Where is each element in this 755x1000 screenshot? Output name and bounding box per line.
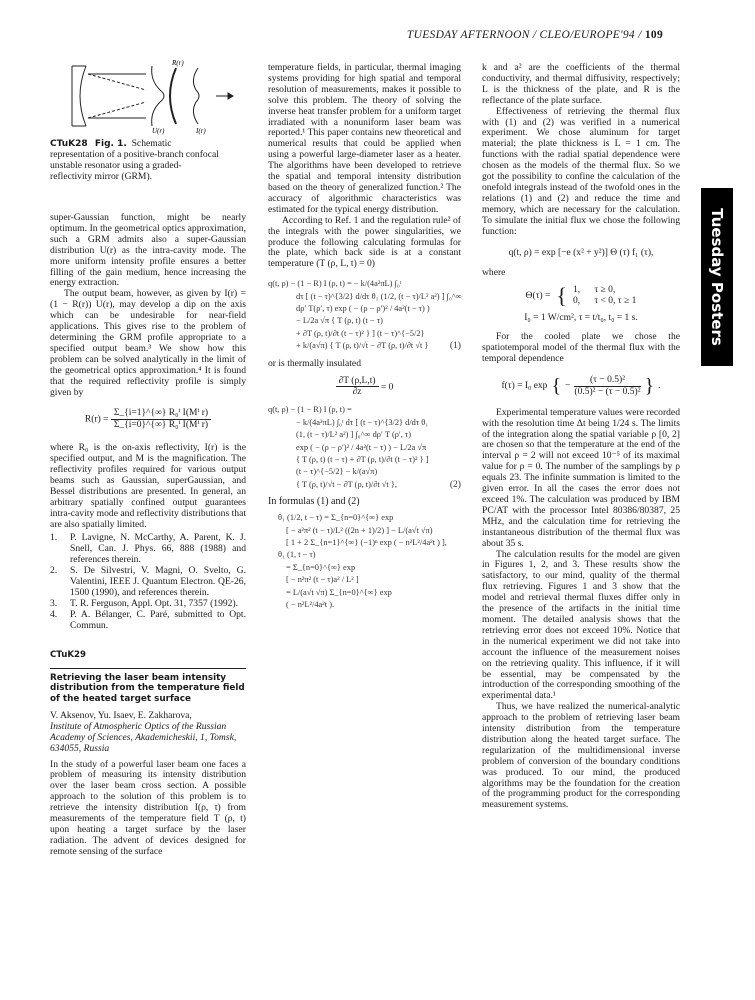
equation-2-number: (2)	[449, 478, 461, 490]
reference-item: 1. P. Lavigne, N. McCarthy, A. Parent, K. J. Snell, Can. J. Phys. 66, 888 (1988) and references therein.	[50, 532, 246, 566]
reference-item: 3. T. R. Ferguson, Appl. Opt. 31, 7357 (1992).	[50, 597, 239, 609]
insulated-text: or is thermally insulated	[268, 357, 361, 369]
caption-text: Schematic representation of a positive-branch confocal unstable resonator using a graded-reflectivity mirror (GRM).	[50, 138, 219, 182]
abstract-affiliation: Institute of Atmospheric Optics of the Russian Academy of Sciences, Akademicheskii, 1, Tomsk, 634055, Russia	[50, 720, 237, 754]
col3-paragraph-1: k and a² are the coefficients of the thermal conductivity, and thermal diffusivity, respectively; L is the thickness of the plate, and R is the reflectance of the plate surface.	[482, 62, 680, 106]
ctuk28-paragraph-3: where R₀ is the on-axis reflectivity, I(r) is the specified output, and M is the magnification. The reflectivity profiles required for various output beams such as Gaussian, superGaussian, and Bessel distributions are presented. In general, an arbitrary spatially confined output guarantees intra-cavity mode and reflectivity distributions that are also spatially limited.	[50, 442, 246, 530]
col3-paragraph-5: The calculation results for the model are given in Figures 1, 2, and 3. These results show the satisfactory, to our mind, quality of the thermal flux retrieving. Figures 1 and 3 show that the model and retrieval thermal fluxes differ only in the presence of the artifacts in the initial time moment. The detailed analysis shows that the retrieving error does not exceed 10%. Notice that in the numerical experiment we did not take into account the influence of the measurement noises on the retrieving quality. This influence, if it will be essential, may be compensated by the introduction of the corresponding smoothing of the experimental data.¹	[482, 548, 680, 702]
where-text: where	[482, 267, 506, 279]
ctuk28-paragraph-2: The output beam, however, as given by I(r) = (1 − R(r)) U(r), may develop a dip on the axis which can be undesirable for near-field applications. This gives rise to the problem of determining the GRM profile appropriate to a specified output beam.³ We show how this problem can be solved analytically in the limit of the geometrical optics approximation.⁴ It is found that the required reflectivity profile is simply given by	[50, 288, 246, 398]
equation-fraction	[111, 408, 211, 431]
col3-paragraph-4: Experimental temperature values were recorded with the resolution time Δt being 1/24 s. The limits of the integration along the spatial variable ρ [0, 2] are chosen so that the temperature at the end of the interval ρ = 2 will not exceed 10⁻⁵ of its maximal value for ρ = 0. The number of the samplings by ρ equals 23. The infinite summation is limited to the given error. In all the cases the error does not exceed 1%. The calculation was produced by IBM PC/AT with the processor Intel 80386/80387, 25 MHz, and the calculation time for retrieving the instantaneous distribution of the thermal flux was about 35 s.	[482, 406, 680, 549]
col3-paragraph-2: Effectiveness of retrieving the thermal flux with (1) and (2) was verified in a numerical experiment. We chose aluminum for target material; the plate thickness is L = 1 cm. The functions with the radial spatial dependence were chosen as the models of the thermal flux. So we got the possibility to confine the calculation of the onefold integrals instead of the twofold ones in the relations (1) and (2) and reduce the time and memory, which are necessary for the calculation. To simulate the initial flux we chose the following function:	[482, 105, 680, 237]
in-formulas-text: In formulas (1) and (2)	[268, 496, 360, 508]
caption-code: CTuK28	[50, 139, 88, 149]
page-number: 109	[644, 29, 663, 41]
reference-list	[50, 533, 246, 631]
q-function-equation: q(t, ρ) = exp [−e (x² + y²)] Θ (τ) f₁ (τ),	[508, 247, 654, 258]
insulated-equation: $\frac{\partial T (\rho,L,t)}{\partial z}$ = 0	[268, 376, 461, 399]
col3-paragraph-6: Thus, we have realized the numerical-analytic approach to the problem of retrieving laser beam intensity distribution from the temperature distribution along the heated target surface. The regularization of the multidimensional inverse problem of conversion of the boundary conditions was produced. To our mind, the produced algorithms may be the foundation for the creation of the programming product for the corresponding measurement systems.	[482, 701, 680, 811]
theta-case-definition: Θ(τ) = { 1, τ ≥ 0, 0, τ < 0, τ ≥ 1	[525, 283, 637, 309]
output-label: I(r)	[196, 127, 206, 135]
equation-denominator: Σ_{i=0}^{∞} R₀ⁱ I(Mⁱ r)	[113, 420, 209, 431]
column-2	[268, 63, 461, 611]
ctuk29-paragraph-1: In the study of a powerful laser beam one faces a problem of measuring its intensity distribution over the laser beam cross section. A possible approach to the solution of this problem is to retrieve the intensity distribution I(ρ, t) from measurements of the temperature field T (ρ, t) upon heating a target surface by the laser radiation. The advent of devices designed for remote sensing of the surface	[50, 758, 246, 857]
section-rule	[50, 668, 246, 669]
theta-definitions: θ₁ (1/2, t − τ) = Σ_{n=0}^{∞} exp [ − a²π² (t − τ)/L² ((2n + 1)/2) ] − L/(a√t √π) [ 1 + 2 Σ_{n=1}^{∞} (−1)ⁿ exp ( − n²L²/4a²t ) ], θ₁ (1, t − τ) = Σ_{n=0}^{∞} exp [ − n²π² (t − τ)a² / L² ] = L/(a√t √π) Σ_{n=0}^{∞} exp ( − n²L²/4a²t ).	[278, 513, 447, 609]
running-header	[407, 29, 663, 41]
equation-1: q(t, ρ) − (1 − R) I (ρ, t) = − k/(4a²πL) ∫₀ᵗ dτ [ (t − τ)^{3/2} d/dτ θ₁ (1/2, (t − τ)/L² a²) ] ∫₀^∞ dρ′ T(ρ′, τ) exp ( − (ρ − ρ′)² / 4a²(t − τ) ) − L/2a √π { T (ρ, t) (t − τ) + ∂T (ρ, t)/∂t (t − τ)² } ] (t − τ)^{−5/2} + k/(a√π) { T (ρ, t)/√t − ∂T (ρ, t)/∂t √t } (1)	[268, 279, 462, 352]
resonator-diagram	[68, 59, 238, 135]
running-title: TUESDAY AFTERNOON / CLEO/EUROPE'94 /	[406, 29, 642, 41]
ctuk29-col2-paragraph-2: According to Ref. 1 and the regulation rule² of the integrals with the power singularities, we produce the following calculating formulas for the plate, which back side is at a constant temperature (T (ρ, L, t) = 0)	[268, 214, 461, 270]
equation-2: q(t, ρ) − (1 − R) I (ρ, t) = − k/(4a²πL) ∫₀ᵗ dτ [ (t − τ)^{3/2} d/dτ θ₁ (1, (t − τ)/L² a²) ] ∫₀^∞ dρ′ T (ρ′, τ) exp ( − (ρ − ρ′)² / 4a²(t − τ) ) − L/2a √π { T (ρ, t) (t − τ) + ∂T (ρ, t)/∂t (t − τ)² } ] (t − τ)^{−5/2} − k/(a√π) { T (ρ, t)/√t − ∂T (ρ, t)/∂t √t }, (2)	[268, 405, 461, 490]
ctuk29-col2-paragraph-1: temperature fields, in particular, thermal imaging systems providing for high spatial and temporal resolution of measurements, makes it possible to solve this problem. The theory of solving the inverse heat transfer problem for a uniform target irradiated with a nonuniform laser beam was reported.¹ This paper contains new theoretical and numerical results that could be applied when using a powerful large-diameter laser as a heater. The algorithms have been developed to retrieve the spatial and temporal intensity distribution based on the theory of generalized function.² The accuracy of algorithmic characteristics was estimated for the typical energy distribution.	[268, 62, 461, 215]
equation-1-number: (1)	[449, 340, 461, 352]
abstract-title: Retrieving the laser beam intensity distribution from the temperature field of the heated target surface	[50, 672, 245, 705]
abstract-code: CTuK29	[50, 649, 86, 660]
equation-numerator: Σ_{i=1}^{∞} R₀ⁱ I(Mⁱ r)	[111, 408, 211, 420]
column-3	[482, 63, 680, 811]
constants-line: I₀ = 1 W/cm², τ = t/t₀, t₀ = 1 s.	[524, 313, 638, 324]
column-1	[50, 213, 246, 858]
col3-paragraph-3: For the cooled plate we chose the spatiotemporal model of the thermal flux with the temporal dependence	[482, 331, 680, 365]
section-tab-label: Tuesday Posters	[708, 208, 726, 346]
ctuk28-paragraph-1: super-Gaussian function, might be nearly optimum. In the geometrical optics approximation, such a GRM admits also a super-Gaussian distribution U(r) as the intra-cavity mode. The more uniform intensity profile ensures a better filling of the gain medium, hence increasing the energy extraction.	[50, 212, 246, 289]
reference-item: 4. P. A. Bélanger, C. Paré, submitted to Opt. Commun.	[50, 608, 246, 631]
mirror-label: R(r)	[172, 59, 184, 67]
reflectivity-equation	[50, 408, 246, 431]
reference-item: 2. S. De Silvestri, V. Magni, O. Svelto, G. Valentini, IEEE J. Quantum Electron. QE-26, 1500 (1990), and references therein.	[50, 565, 246, 598]
f-function-equation: f(τ) = I₀ exp { − $\frac{\text{(τ − 0.5)²}}{\text{(0.5)² − (τ − 0.5)²}}$ } .	[501, 374, 661, 397]
caption-fig: Fig. 1.	[94, 139, 127, 149]
abstract-authors: V. Aksenov, Yu. Isaev, E. Zakharova,	[50, 709, 192, 721]
figure-caption	[50, 139, 220, 183]
equation-lhs: R(r) =	[84, 415, 109, 425]
section-tab	[701, 188, 733, 366]
mode-label: U(r)	[152, 127, 165, 135]
